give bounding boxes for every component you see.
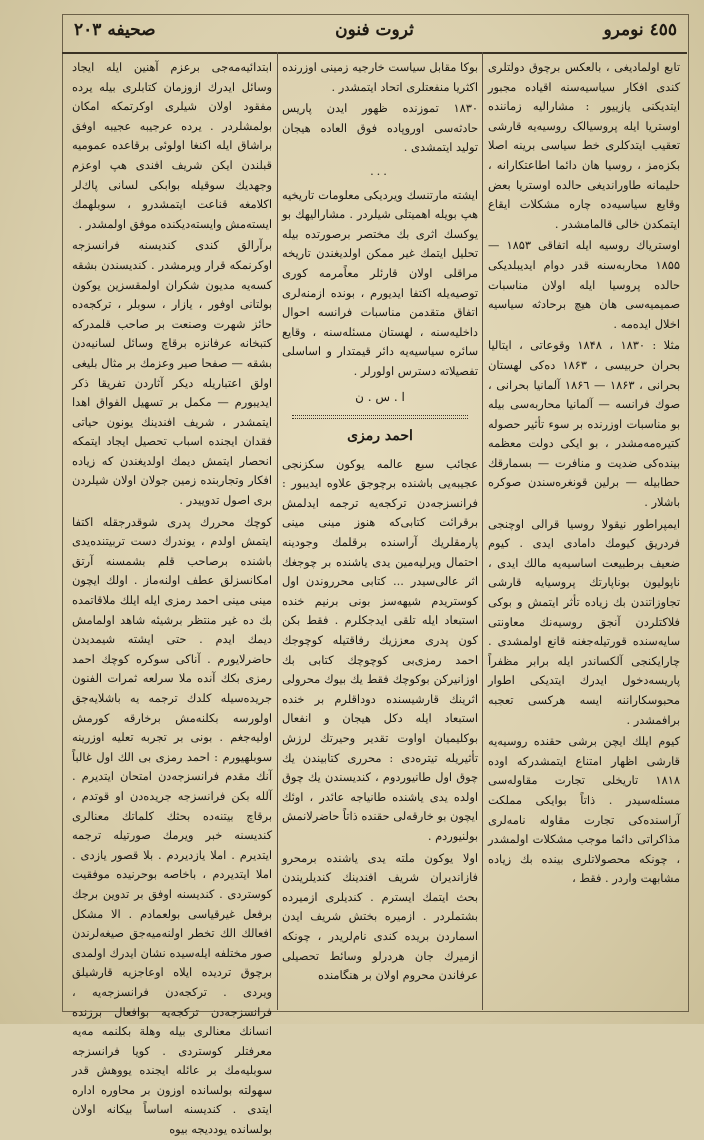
article-title: احمد رمزی bbox=[347, 428, 413, 445]
dotted-divider bbox=[292, 415, 468, 419]
column-right bbox=[488, 58, 680, 1002]
paragraph: بوکا مقابل سیاست خارجیه زمینی اوزرنده اکثریا منفعتلری اتحاد ایتمشدر . bbox=[282, 60, 478, 94]
paragraph: اولا یوکون ملته یدی یاشنده برمحرو فازاندیران شریف افندینك کندیلریندن بحث ایتمك ایسترم . کندیلری ازمیرده بشتملردر . ازمیره بختش شریف ایدن اسماردن بریده کندی نام‌لریدر ، چونکه ازمیرك جان هردرلو وسائط تحصیلی عرفاندن محروم اولان بر هنگامنده bbox=[282, 850, 478, 983]
paragraph: ابتدائیه‌مه‌جی برعزم آهنین ایله ایجاد وسائل ایدرك ازوزمان کتابلری بیله یرده مفقود اولان شیلری اوکرتمکه امکان بولمشلردر . یرده عرجیبه عجیبه اوفق براشاق ایله اکنغا اولوئی برقاعده عمومیه قبلندن ایکن شریف افندی هپ اوعزم وجهدیك سوقیله بوابکی لسانی پاك‌لر اکلامغه قناعت ایتمشدرو ، سوبلهمك ایسته‌مش وایسته‌دیکنده موفق اولمشدر . bbox=[72, 60, 272, 231]
paragraph: کوچك محررك پدری شوقدرجقله اکتفا ایتمش اولدم ، یوندرك دست تربیتنده‌یدی باشنده برصاحب قلم بشمسنه آرتق امکانسزلق عطف اولنه‌ماز . اولك ایچون مینی مینی احمد رمزی ایله ایلك ملاقاتمده بك ده غیر منتظر برشیئه شاهد اولمامش دیمك ایدم . حتی ایشته شیمدیدن حاضرلایورم . آناکی سوکره کوچك احمد رمزی بكك آنده ملا سرلعه ثمرات الفنون جریده‌سیله کلدك ترجمه یه باشلایه‌جق اولورسه بکلنه‌مش برخارقه کورمش اولیه‌جغم . بونی بر تجربه تعلیه اوزرینه سوبلهیورم : احمد رمزی بی الك اول غالباً آنك مقدم فرانسزجه‌دن امتحان ایتدیرم . آلله بکن فرانسزجه جریده‌دن او قوتدم ، برقاچ بیتنه‌ده بحثك کلماتك معنالری کندیسنه خبر ویرمك صورتیله ترجمه ایتدیرم . املا یازدیردم . بلا قصور یازدی . املا ایتدیردم ، باخاصه بوحرنیده موفقیت کوستردی . کندیسنه اوفق بر تدوین برجك برفعل غیرقیاسی بولعمادم . الا مشکل افعالك الك تخطر اولنه‌میه‌جق صیغه‌لرندن صور مختلفه ایله‌سیده نشان ایدرك اولمدی برچوق تردیده ایلاه اوعاجزیه قارشیلق ویردی . ترکجه‌دن فرانسزجه‌یه ، فرانسزجه‌دن ترکجه‌یه بوافعال برزنده انسانك معنالری بیله وهلة بکلنمه مه‌یه معرفتلر کوستردی . کویا فرانسزجه سوبلیه‌مك بر عائله ایجنده یووهش قدر سهولته بولسانده اوزون بر محاوره اداره ایتدی . کندیسنه اساساً بیکانه اولان بولسانده یوددیجه بیوه bbox=[72, 514, 272, 1137]
paragraph: تابع اولمادیغی ، بالعکس برچوق دولتلری کندی افکار سیاسیه‌سنه اقیاده مجبور ایتدیکنی یازییور : مشارالیه زماننده اوستریا ایله پروسیالک روسیه‌یه قارشی تعقیب ایتدکلری خط سیاسی برینه اصلا بکزه‌مز ، روسیا هان دائما اطاعتکارانه ، حلیمانه طاورانديغی حالده اوستریا بعض وقایع سیاسیه‌ده چاره مشکلات ایقاع ایتمکدن خالی قالمامشدر . bbox=[488, 60, 680, 231]
column-rule bbox=[482, 52, 483, 1010]
paragraph: ایمپراطور نیقولا روسیا قرالی اوچنجی فردریق کیومك دامادی ایدی . کیوم ضعیف برطبیعت اساسیه‌یه مالك ایدی ، ناپولیون بوناپارتك پروسیایه قارشی تجاوزاتندن بك زیاده تأثر ایتمش و بوکی فلاکتلردن آنجق روسیه‌نك معاونتی سایه‌سنده قورتیله‌جغنه قانع اولمشدی . چارایکنجی آلکساندر ایله برابر مظفراً پاریسه‌دخول ایدرك ایتدیکی اطوار محبوسکاراننه ایسه هرکسی تعجبه برافمشدر . bbox=[488, 516, 680, 727]
column-rule bbox=[277, 52, 278, 1010]
issue-page-number: ٤٥٥ نومرو bbox=[603, 20, 677, 40]
column-left bbox=[72, 58, 272, 1137]
paragraph: ایشته مارتنسك ویردیکی معلومات تاریخیه هپ بویله اهمیتلی شیلردر . مشارالیهك بو یوکسك اثری بك مختصر برصورتده بیله تحلیل ایتمك غیر ممکن اولدیغندن تاریخه مراقلی اولان قارئلر معاًمرمە کوری توصیه‌یله اکتفا ایدیورم ، بونده ازمنه‌لری اتفاق متقدمن مناسبات فرانسه احوال داخلیه‌سنه ، لهستان مسئله‌سنه ، وقایع سائره سیاسیه‌یه دائر قیمتدار و اساسلی تفصیلاته دسترس اولورلر . bbox=[282, 187, 478, 378]
column-middle bbox=[282, 58, 478, 1002]
paragraph: اوستریاك روسیه ایله اتفاقی ۱۸۵۳ — ۱۸۵۵ محاربه‌سنه قدر دوام ایدیبلدیکی حالده پروسیا ایله اولان مناسبات صمیمیه‌سی هان هیچ برحادثه سیاسیه اخلال ایدەمه . bbox=[488, 238, 680, 331]
paragraph: مثلا : ۱۸۳۰ ، ۱۸۴۸ وقوعاتی ، ایتالیا بحران حربیسی ، ۱۸۶۳ ده‌کی لهستان بحرانی ، ۱۸۶۳ — ۱۸۶٦ آلمانیا بحرانی ، صوك فرانسه — آلمانیا محاربه‌سی بیله بو مناسبات اوزرنده بر سوء تأثیر حصوله کتیره‌مه‌مشدر ، بو ایکی دولت معظمه بینده‌کی ضدیت و منافرت — بسمارقك حطابیله — برلین قونغره‌سندن صوکره باشلار . bbox=[488, 338, 681, 510]
paragraph: کیوم ایلك ایچن برشی حقنده روسیه‌یه قارشی اظهار امتناع ایتمشدرکه اوده ۱۸۱۸ تاریخلی تجارت مقاوله‌سی مسئله‌سیدر . ذاتاً بوایکی مملکت آراسنده‌کی تجارت مقاوله نامه‌لری مذاکراتی دائما موجب مشکلات اولمشدر ، چونکه محصولاتلری بینده بك زیاده مشابهت واردر . فقط ، bbox=[488, 734, 680, 886]
section-separator: ... bbox=[370, 163, 390, 178]
page-number: صحیفه ۲٠٣ bbox=[74, 20, 156, 40]
paragraph: ۱۸۳٠ تموزنده ظهور ایدن پاریس حادثه‌سی اوروپاده فوق العاده هیجان تولید ایتمشدی . bbox=[282, 101, 478, 155]
author-signature: ا . س . ن bbox=[355, 389, 405, 404]
page-header bbox=[62, 14, 687, 54]
journal-title: ثروت فنون bbox=[335, 20, 414, 40]
paragraph: عجائب سبع عالمه یوکون سکزنجی عجیبه‌یی باشنده برچوجق علاوه ایدیبور : فرانسزجه‌دن ترکجه‌یه ترجمه ایدلمش برقرائت کتابی‌که هنوز مینی مینی پارمقلریك آراسنده برقلمك وجودینه احتمال ویرلیه‌مین یدی یاشنده بر چوجغك اثر عالی‌سیدر ... کتابی محرروندن اول کوستریدم شیهه‌سز بونی برنیم خنده استبعاد ایله تلقی ایدجکلرم . فقط بکن کون پدری معززیك رفاقتیله کوچوجك احمد رمزی‌بی کوچوچك کتابی بك اوزانیرکن بوکوچك فقط یك بیوك محرولی اثرینك قارشیسنده دوداقلرم بر خنده استبعاد ایله دکل هیجان و انفعال بوکلیمیان اواوت تقدیر وحیرتك لرزش تأثیریله تیتره‌دی : محرری کتابیندن یك چوق اول طانیوردوم ، کندیسندن یك چوق اولده یدی یاشنده طانیاجه عائدر ، اوئك ایچون بو خارقه‌لی حقنده ذاتاً حاضرلانمش بولنیوردم . bbox=[282, 456, 478, 843]
paragraph: برآرالق کندی کندیسنه فرانسزجه اوکرنمکه قرار ویرمشدر . کندیسندن بشقه کسه‌یه مدیون شکران اولمقسزین یوکون بولتانی اوفور ، یازار ، سوبلر ، ترکجه‌ده حائز شهرت وصنعت بر صاحب قلمدرکه کتبخانه عرفانزه برقاچ وسائل لسانیه‌دن بشقه — صفحا صیر وعزمك بر مثال بلیغی اولق اعتباریله دیکر آثاردن تفریقا ذکر ایدیبورم — مکمل بر تسهیل الفواق اهدا ایتمشدر ، شریف افندینك یونون حیاتی فقدان ایجنده اسباب تحصیل ایجاد ایتمکه انحصار ایتمش دیمك اولدیغندن که زیاده افکار وتجاربنده زمین جولان اولان شیلردن بری اصول تدوییدر . bbox=[72, 238, 272, 508]
